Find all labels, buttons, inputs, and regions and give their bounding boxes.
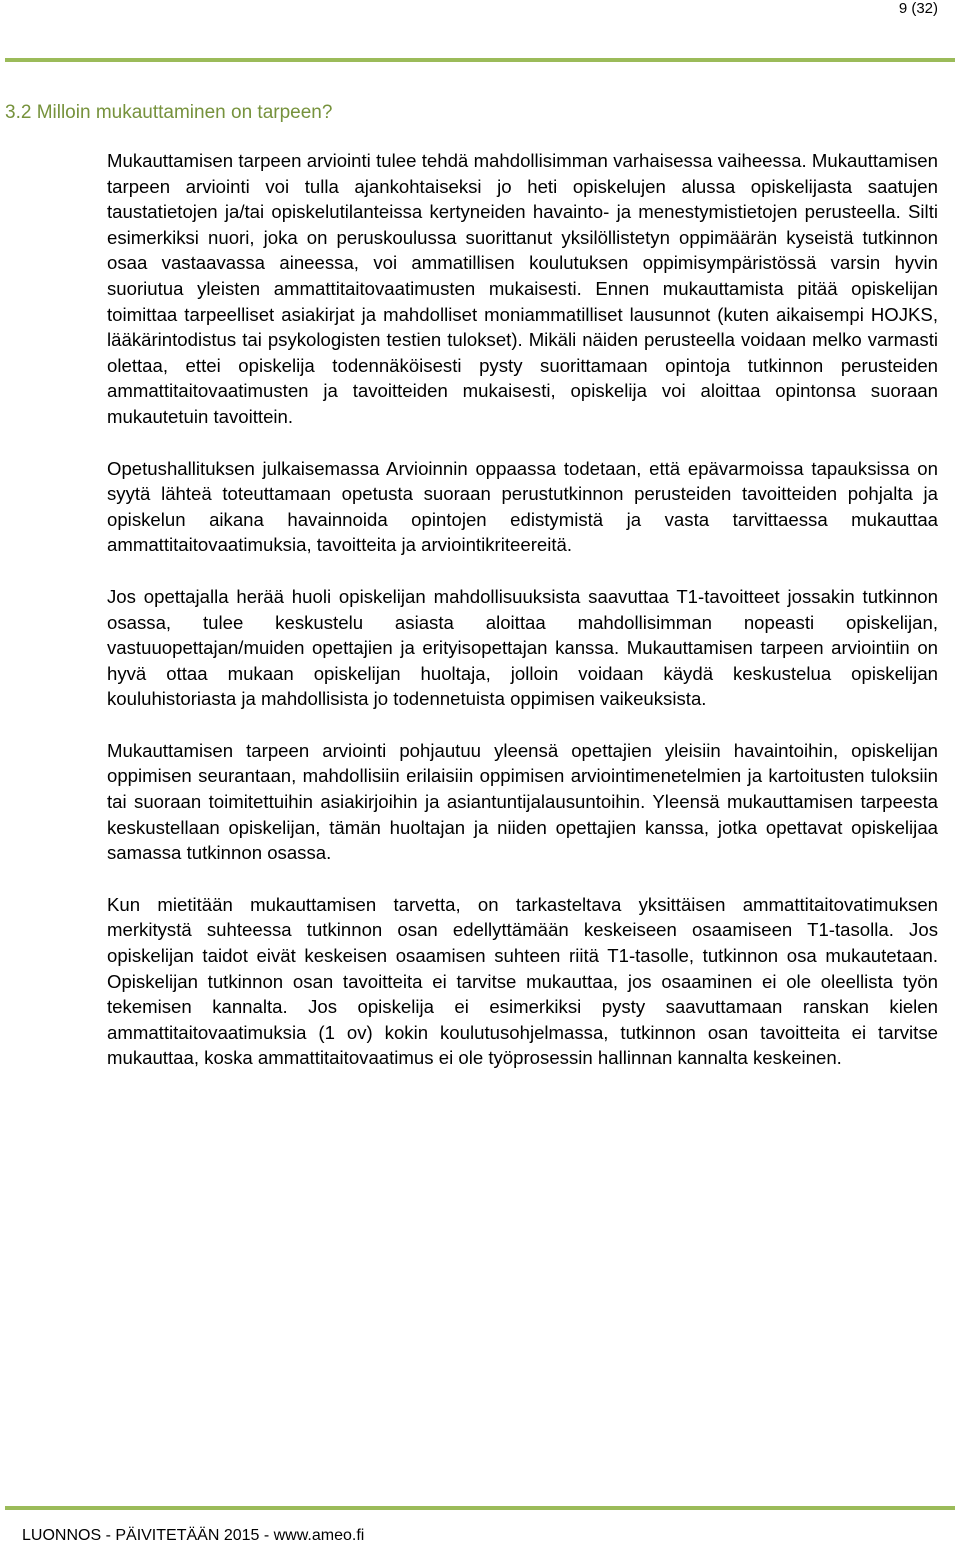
- section-heading: 3.2 Milloin mukauttaminen on tarpeen?: [5, 102, 333, 123]
- footer-divider: [5, 1506, 955, 1510]
- body-text: [107, 148, 938, 1097]
- page-number: 9 (32): [898, 0, 938, 17]
- paragraph-2: Opetushallituksen julkaisemassa Arvioinnin oppaassa todetaan, että epävarmoissa tapauksissa on syytä lähteä toteuttamaan opetusta suoraan perustutkinnon perusteiden tavoitteiden pohjalta ja opiskelun aikana havainnoida opintojen edistymistä ja vasta tarvittaessa mukauttaa ammattitaitovaatimuksia, tavoitteita ja arviointikriteereitä.: [107, 457, 938, 556]
- paragraph-1: Mukauttamisen tarpeen arviointi tulee tehdä mahdollisimman varhaisessa vaiheessa. Mukauttamisen tarpeen arviointi voi tulla ajankohtaiseksi jo heti opiskelujen alussa opiskelijasta saatujen taustatietojen ja/tai opiskelutilanteissa kertyneiden havainto- ja menestymistietojen perusteella. Silti esimerkiksi nuori, joka on peruskoulussa suorittanut yksilöllistetyn oppimäärän kyseistä tutkinnon osaa vastaavassa aineessa, voi ammatillisen koulutuksen oppimisympäristössä varsin hyvin suoriutua yleisten ammattitaitovaatimusten mukaisesti. Ennen mukauttamista pitää opiskelijan toimittaa tarpeelliset asiakirjat ja mahdolliset moniammatilliset lausunnot (kuten aikaisempi HOJKS, lääkärintodistus tai psykologisten testien tulokset). Mikäli näiden perusteella voidaan melko varmasti olettaa, ettei opiskelija todennäköisesti pysty suorittamaan opintoja tutkinnon perusteiden ammattitaitovaatimusten ja tavoitteiden mukaisesti, opiskelija voi aloittaa opintonsa suoraan mukautetuin tavoittein.: [107, 150, 938, 427]
- paragraph-3: Jos opettajalla herää huoli opiskelijan mahdollisuuksista saavuttaa T1-tavoitteet jossakin tutkinnon osassa, tulee keskustelu asiasta aloittaa mahdollisimman nopeasti opiskelijan, vastuuopettajan/muiden opettajien ja erityisopettajan kanssa. Mukauttamisen tarpeen arviointiin on hyvä ottaa mukaan opiskelijan huoltaja, jolloin voidaan käydä keskustelua opiskelijan kouluhistoriasta ja mahdollisista jo todennetuista oppimisen vaikeuksista.: [107, 585, 938, 710]
- paragraph-4: Mukauttamisen tarpeen arviointi pohjautuu yleensä opettajien yleisiin havaintoihin, opiskelijan oppimisen seurantaan, mahdollisiin erilaisiin oppimisen arviointimenetelmien ja kartoitusten tuloksiin tai suoraan toimitettuihin asiakirjoihin ja asiantuntijalausuntoihin. Yleensä mukauttamisen tarpeesta keskustellaan opiskelijan, tämän huoltajan ja niiden opettajien kanssa, jotka opettavat opiskelijaa samassa tutkinnon osassa.: [107, 739, 938, 864]
- footer-text: LUONNOS - PÄIVITETÄÄN 2015 - www.ameo.fi: [22, 1527, 365, 1544]
- header-divider: [5, 58, 955, 62]
- paragraph-5: Kun mietitään mukauttamisen tarvetta, on tarkasteltava yksittäisen ammattitaitovatimuksen merkitystä suhteessa tutkinnon osan edellyttämään keskeiseen osaamiseen T1-tasolla. Jos opiskelijan taidot eivät keskeisen osaamisen suhteen riitä T1-tasolle, tutkinnon osa mukautetaan. Opiskelijan tutkinnon osan tavoitteita ei tarvitse mukauttaa, jos osaaminen ei ole oleellista työn tekemisen kannalta. Jos opiskelija ei esimerkiksi pysty saavuttamaan ranskan kielen ammattitaitovaatimuksia (1 ov) kokin koulutusohjelmassa, tutkinnon osan tavoitteita ei tarvitse mukauttaa, koska ammattitaitovaatimus ei ole työprosessin hallinnan kannalta keskeinen.: [107, 893, 938, 1069]
